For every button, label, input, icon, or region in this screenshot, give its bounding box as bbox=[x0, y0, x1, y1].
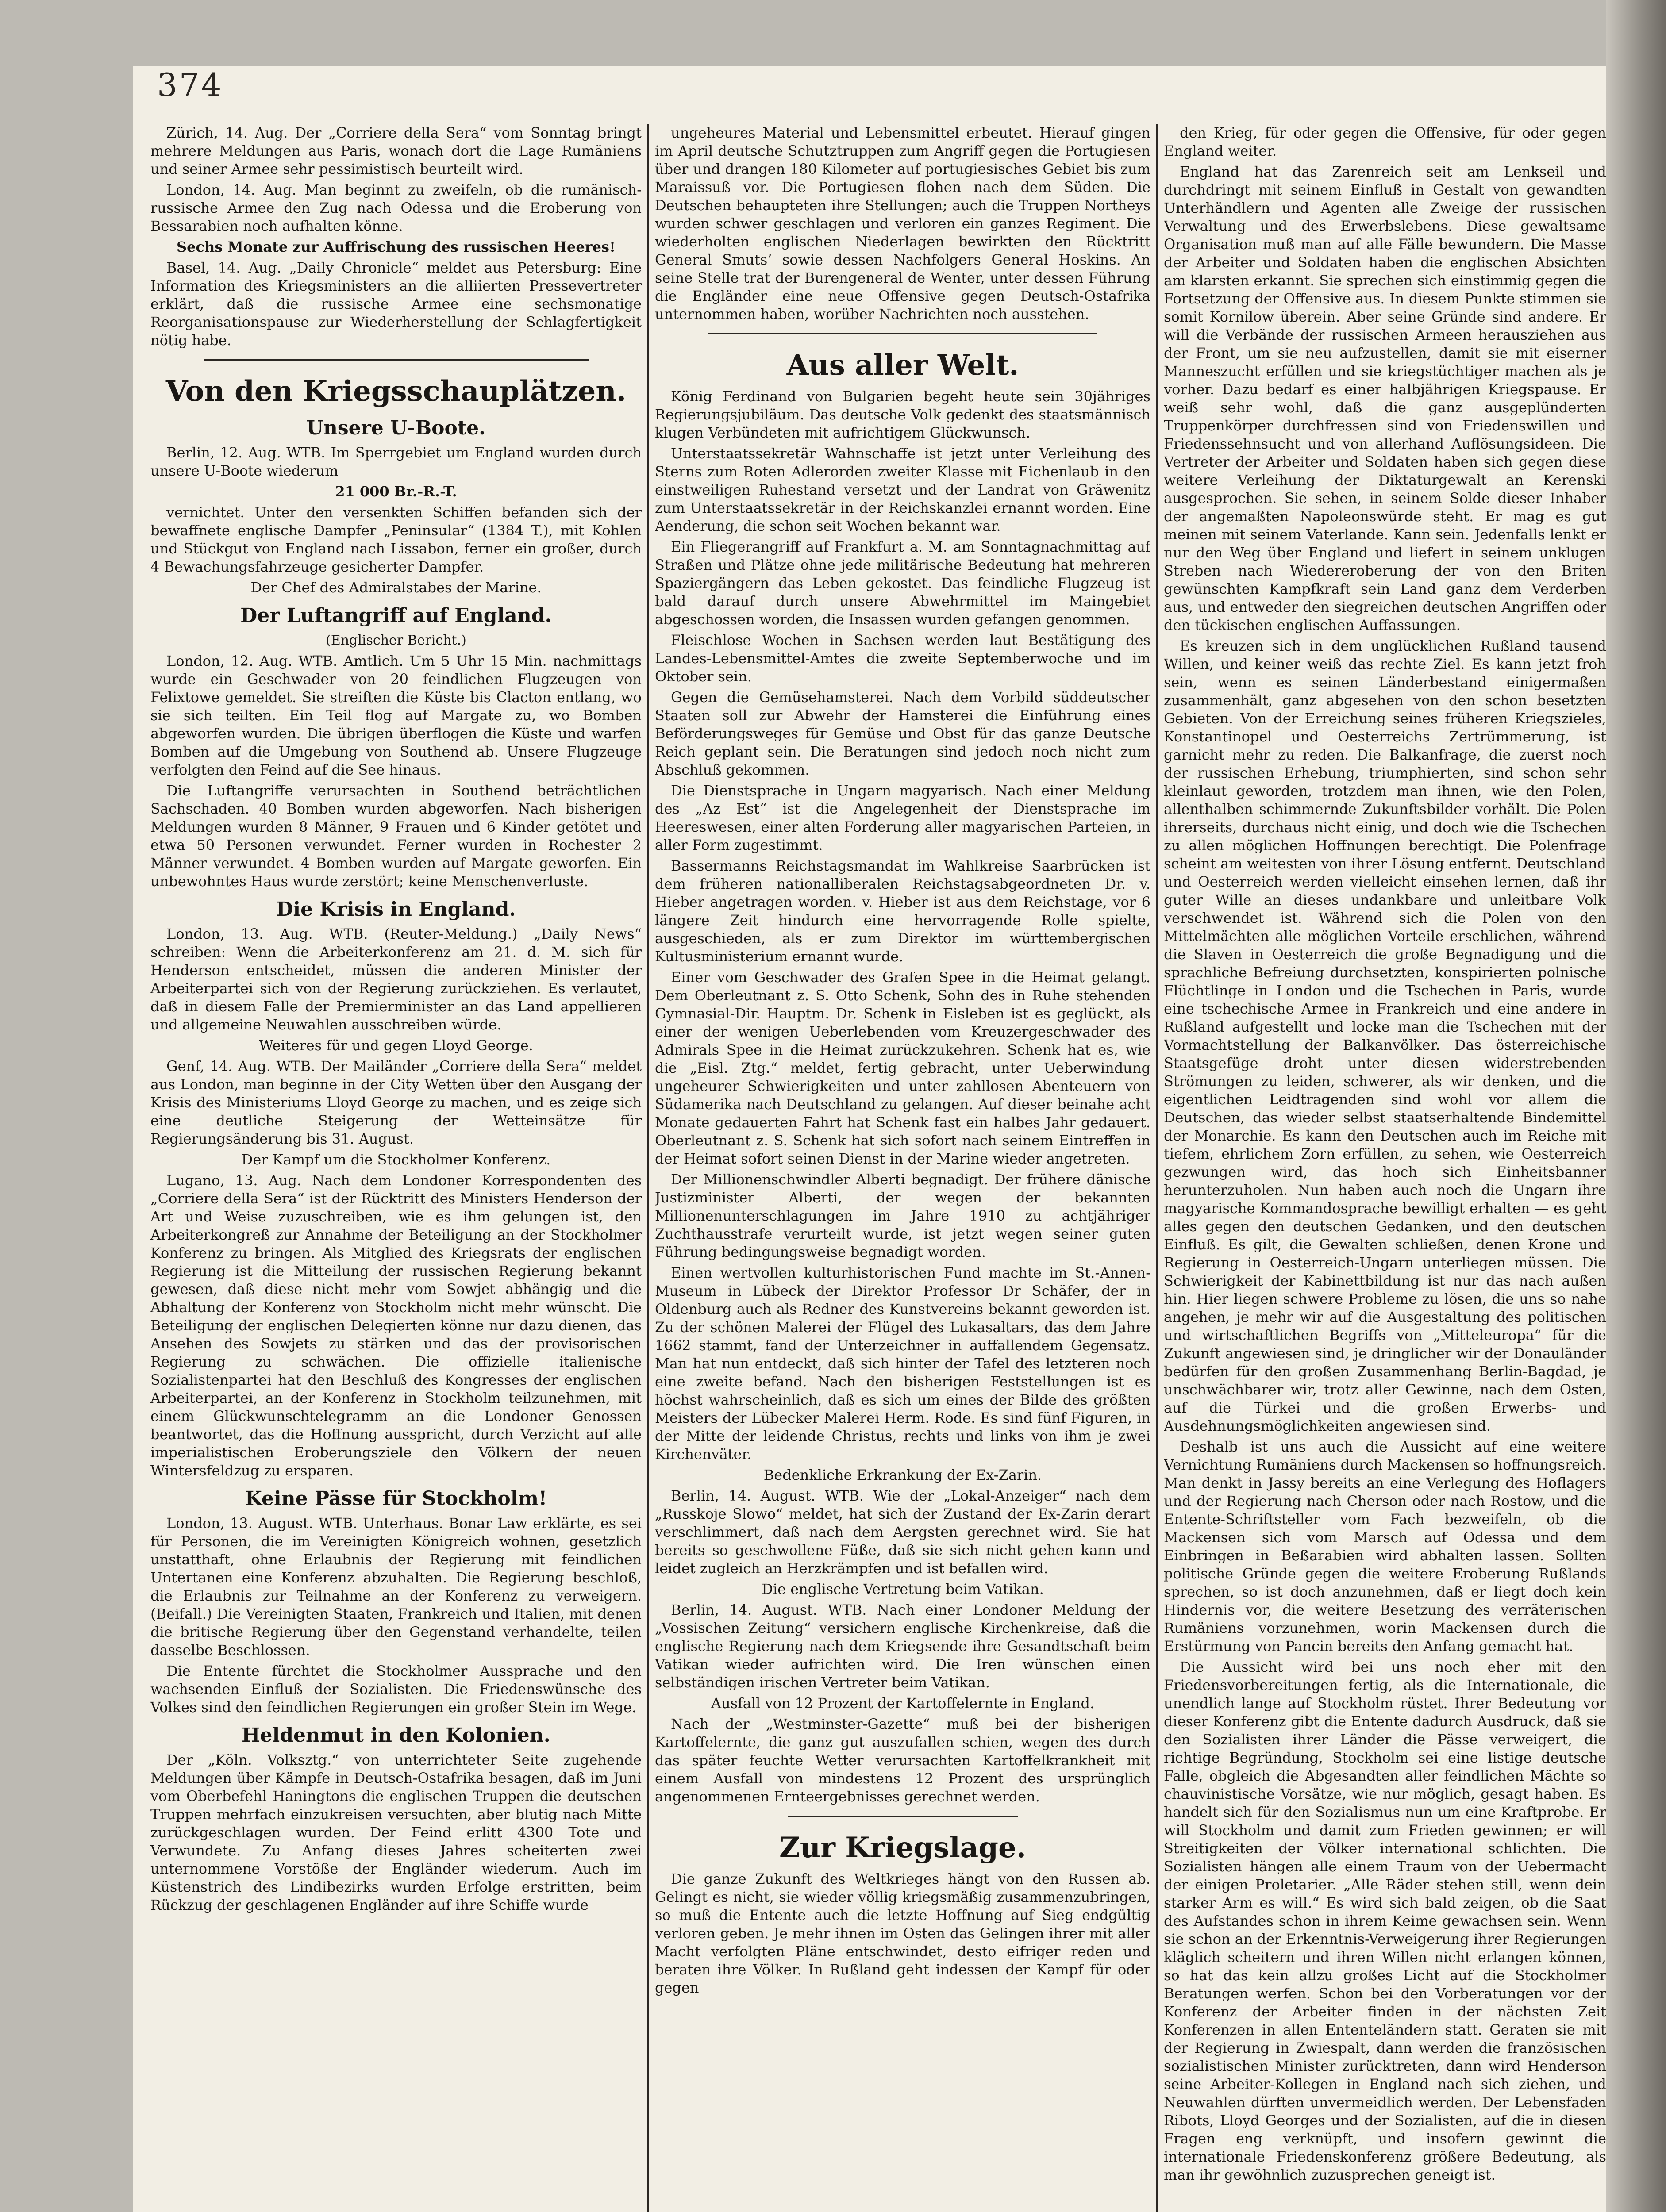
subheadline: Die englische Vertretung beim Vatikan. bbox=[762, 1581, 1044, 1598]
article-text: Fleischlose Wochen in Sachsen werden laut Bestätigung des Landes-Lebensmittel-Amtes die zweite Septemberwoche und im Oktober sein. bbox=[655, 632, 1150, 685]
article-text: England hat das Zarenreich seit am Lenkseil und durchdringt mit seinem Einfluß in Gestalt von gewandten Unterhändlern und Agenten alle Zweige der russischen Verwaltung und des Erwerbslebens. Diese gewaltsame Organisation muß man auf alle Fälle bewundern. Die Masse der Arbeiter und Soldaten haben die englischen Absichten am klarsten erkannt. Sie sprechen sich einstimmig gegen die Fortsetzung der Offensive aus. In diesem Punkte stimmen sie somit Kornilow überein. Aber seine Gründe sind andere. Er will die Verbände der russischen Armeen herausziehen aus der Front, um sie neu aufzustellen, damit sie mit eiserner Manneszucht erfüllen und sie kriegstüchtiger machen als je vorher. Dazu bedarf es einer halbjährigen Kriegspause. Er weiß sehr wohl, daß die ganz ausgeplünderten Truppenkörper durchfressen sind von Friedenswillen und Friedenssehnsucht und von allerhand Auflösungsideen. Die Vertreter der Arbeiter und Soldaten haben sich gegen diese weitere Verleihung der Diktaturgewalt an Kerenski ausgesprochen. Sie sehen, in seinem Solde dieser Inhaber der angemaßten Napoleonswürde steht. Er mag es gut meinen mit seinem Vaterlande. Kann sein. Jedenfalls lenkt er nur den Weg über England und liefert in seinem unklugen Streben nach Wiedereroberung der von den Briten gewünschten Kampfkraft sein Land ganz dem Verderben aus, und entweder den siegreichen deutschen Angriffen oder den tückischen englischen Auffassungen. bbox=[1164, 163, 1606, 634]
headline: Die Krisis in England. bbox=[276, 898, 516, 921]
article-text: Unterstaatssekretär Wahnschaffe ist jetzt unter Verleihung des Sterns zum Roten Adlerorden zweiter Klasse mit Eichenlaub in den einstweiligen Ruhestand versetzt und der Landrat von Gräwenitz zum Unterstaatssekretär in der Reichskanzlei ernannt worden. Eine Aenderung, die schon seit Wochen bekannt war. bbox=[655, 445, 1150, 534]
column-rule-right bbox=[1156, 124, 1158, 2212]
divider bbox=[708, 333, 1097, 334]
article-text: den Krieg, für oder gegen die Offensive, für oder gegen England weiter. bbox=[1164, 124, 1606, 159]
headline: Sechs Monate zur Auffrischung des russischen Heeres! bbox=[176, 238, 616, 255]
signature-line: Der Chef des Admiralstabes der Marine. bbox=[250, 579, 542, 596]
divider bbox=[788, 1816, 1018, 1817]
tonnage: 21 000 Br.-R.-T. bbox=[335, 483, 457, 500]
page-edge-shadow bbox=[1606, 0, 1666, 2212]
article-text: Deshalb ist uns auch die Aussicht auf eine weitere Vernichtung Rumäniens durch Mackensen so hoffnungsreich. Man denkt in Jassy bereits an eine Verlegung des Hoflagers und der Regierung nach Cherson oder nach Rostow, und die Entente-Schriftsteller vom Fach bezweifeln, ob die Mackensen sich vom Marsch auf Odessa und dem Einbringen in Beßarabien wird abhalten lassen. Sollten politische Gründe gegen die weitere Eroberung Rußlands sprechen, so ist doch anzunehmen, daß er liegt doch kein Hindernis vor, die weitere Besetzung des verräterischen Rumäniens vorzunehmen, worin Mackensen durch die Erstürmung von Pancin bereits den Anfang gemacht hat. bbox=[1164, 1438, 1606, 1655]
article-text: ungeheures Material und Lebensmittel erbeutet. Hierauf gingen im April deutsche Schutztruppen zum Angriff gegen die Portugiesen über und drangen 180 Kilometer auf portugiesisches Gebiet bis zum Maraissuß vor. Die Portugiesen flohen nach dem Süden. Die Deutschen behaupteten ihre Stellungen; auch die Truppen Northeys wurden schwer geschlagen und verloren ein ganzes Regiment. Die wiederholten englischen Niederlagen bewirkten den Rücktritt General Smuts’ sowie dessen Nachfolgers General Hoskins. An seine Stelle trat der Burengeneral de Wenter, unter dessen Führung die Engländer eine neue Offensive gegen Deutsch-Ostafrika unternommen haben, worüber Nachrichten noch ausstehen. bbox=[655, 124, 1150, 323]
article-text: Die Luftangriffe verursachten in Southend beträchtlichen Sachschaden. 40 Bomben wurden abgeworfen. Nach bisherigen Meldungen wurden 8 Männer, 9 Frauen und 6 Kinder getötet und etwa 50 Personen verwundet. Ferner wurden in Rochester 2 Männer verwundet. 4 Bomben wurden auf Margate geworfen. Ein unbewohntes Haus wurde zerstört; keine Menschenverluste. bbox=[150, 782, 642, 890]
headline: Unsere U-Boote. bbox=[306, 417, 486, 439]
section-title: Zur Kriegslage. bbox=[779, 1831, 1026, 1864]
article-text: Ein Fliegerangriff auf Frankfurt a. M. am Sonntagnachmittag auf Straßen und Plätze ohne jede militärische Bedeutung hat mehreren Spaziergängern das Leben gekostet. Das feindliche Flugzeug ist bald darauf durch unsere Abwehrmittel im Maingebiet abgeschossen worden, die Insassen wurden gefangen genommen. bbox=[655, 538, 1150, 628]
subheadline: Ausfall von 12 Prozent der Kartoffelernte in England. bbox=[711, 1695, 1095, 1712]
article-text: König Ferdinand von Bulgarien begeht heute sein 30jähriges Regierungsjubiläum. Das deutsche Volk gedenkt des staatsmännisch klugen Verbündeten mit aufrichtigem Glückwunsch. bbox=[655, 388, 1150, 441]
article-text: Es kreuzen sich in dem unglücklichen Rußland tausend Willen, und keiner weiß das rechte Ziel. Es kann jetzt froh sein, wenn es seinen Länderbestand einigermaßen zusammenhält, ganz abgesehen von den schon besetzten Gebieten. Von der Erreichung seines früheren Kriegszieles, Konstantinopel und Oesterreichs Zertrümmerung, ist garnicht mehr zu reden. Die Balkanfrage, die zuerst noch der russischen Erhebung, triumphierten, sind schon sehr kleinlaut geworden, trotzdem man ihnen, wie den Polen, allenthalben schimmernde Zukunftsbilder vorhält. Die Polen ihrerseits, durchaus nicht einig, und doch wie die Tschechen zu allen möglichen Hoffnungen berechtigt. Die Polenfrage scheint am weitesten von ihrer Lösung entfernt. Deutschland und Oesterreich werden vielleicht einsehen lernen, daß ihr guter Wille an dieses undankbare und unleitbare Volk verschwendet ist. Während sich die Polen von den Mittelmächten alle möglichen Vorteile erschlichen, während die Slaven in Oesterreich die große Begnadigung und die sprachliche Befreiung durchsetzten, konspirierten polnische Flüchtlinge in London und die Tschechen in Paris, wurde eine tschechische Armee in Frankreich und eine andere in Rußland aufgestellt und locke man die Tschechen mit der Vormachtstellung der Balkanvölker. Das österreichische Staatsgefüge droht unter diesen widerstrebenden Strömungen zu leiden, schwerer, als wir denken, und die eigentlichen Leidtragenden sind wohl vor allem die Deutschen, das wieder selbst staatserhaltende Bindemittel der Monarchie. Es kann den Deutschen auch im Reiche mit tiefem, ehrlichem Zorn erfüllen, zu sehen, wie Oesterreich gezwungen wird, das hoch sich Einheitsbanner herunterzuholen. Nun haben auch noch die Ungarn ihre magyarische Kommandosprache bewilligt erhalten — es geht alles gegen den deutschen Gedanken, und den deutschen Einfluß. Es gilt, die Gewalten schließen, denen Krone und Regierung in Oesterreich-Ungarn unterliegen müssen. Die Schwierigkeit der Kabinettbildung ist nur das nach außen hin. Hier liegen schwere Probleme zu lösen, die uns so nahe angehen, je mehr wir auf die Ausgestaltung des politischen und wirtschaftlichen Begriffs von „Mitteleuropa“ für die Zukunft angewiesen sind, je dringlicher wir der Donauländer bedürfen für den großen Zusammenhang Berlin-Bagdad, je unschwächbarer wir, trotz aller Gewinne, nach dem Osten, auf die Türkei und die großen Erwerbs- und Ausdehnungsmöglichkeiten angewiesen sind. bbox=[1164, 637, 1606, 1434]
article-text: Nach der „Westminster-Gazette“ muß bei der bisherigen Kartoffelernte, die ganz gut auszufallen schien, wegen des durch das später feuchte Wetter verursachten Kartoffelkrankheit mit einem Ausfall von mindestens 12 Prozent des ursprünglich angenommenen Ernteergebnisses gerechnet werden. bbox=[655, 1716, 1150, 1805]
column-rule-left bbox=[647, 124, 649, 2212]
article-text: Lugano, 13. Aug. Nach dem Londoner Korrespondenten des „Corriere della Sera“ ist der Rücktritt des Ministers Henderson der Art und Weise zuzuschreiben, wie es ihm gelungen ist, den Arbeiterkongreß zur Annahme der Beteiligung an der Stockholmer Konferenz zu bringen. Als Mitglied des Kriegsrats der englischen Regierung ist die Mitteilung der russischen Regierung bekannt gewesen, daß diese nicht mehr vom Sowjet abhängig und die Abhaltung der Konferenz von Stockholm nicht mehr wünscht. Die Beteiligung der englischen Delegierten könne nur dazu dienen, das Ansehen des Sowjets zu stärken und das der provisorischen Regierung zu schwächen. Die offizielle italienische Sozialistenpartei hat den Beschluß des Kongresses der englischen Arbeiterpartei, an der Konferenz in Stockholm teilzunehmen, mit einem Glückwunschtelegramm an die Londoner Genossen beantwortet, das die Hoffnung ausspricht, durch Verzicht auf alle imperialistischen Eroberungsziele den Völkern der neuen Wintersfeldzug zu ersparen. bbox=[150, 1172, 642, 1479]
subheadline: Der Kampf um die Stockholmer Konferenz. bbox=[241, 1151, 551, 1168]
article-text: London, 12. Aug. WTB. Amtlich. Um 5 Uhr 15 Min. nachmittags wurde ein Geschwader von 20 feindlichen Flugzeugen von Felixtowe gemeldet. Sie streiften die Küste bis Clacton entlang, wo sie sich teilten. Ein Teil flog auf Margate zu, wo Bomben abgeworfen wurden. Die übrigen überflogen die Küste und warfen Bomben auf die Umgebung von Southend ab. Unsere Flugzeuge verfolgten den Feind auf die See hinaus. bbox=[150, 653, 642, 778]
page-number: 374 bbox=[157, 66, 223, 104]
article-text: London, 13. Aug. WTB. (Reuter-Meldung.) „Daily News“ schreiben: Wenn die Arbeiterkonferenz am 21. d. M. sich für Henderson entscheidet, müssen die anderen Minister der Arbeiterpartei sich von der Regierung zurückziehen. Es verlautet, daß in diesem Falle der Premierminister an das Land appellieren und allgemeine Neuwahlen ausschreiben würde. bbox=[150, 926, 642, 1033]
article-text: vernichtet. Unter den versenkten Schiffen befanden sich der bewaffnete englische Dampfer „Peninsular“ (1384 T.), mit Kohlen und Stückgut von England nach Lissabon, ferner ein großer, durch 4 Bewachungsfahrzeuge gesicherter Dampfer. bbox=[150, 504, 642, 575]
article-text: London, 13. August. WTB. Unterhaus. Bonar Law erklärte, es sei für Personen, die im Vereinigten Königreich wohnen, gesetzlich unstatthaft, ohne Erlaubnis der Regierung mit feindlichen Untertanen eine Konferenz abzuhalten. Die Regierung beschloß, die Erlaubnis zur Teilnahme an der Konferenz zu verweigern. (Beifall.) Die Vereinigten Staaten, Frankreich und Italien, mit denen die britische Regierung über den Gegenstand verhandelte, teilen dasselbe Beschlossen. bbox=[150, 1515, 642, 1659]
section-title: Aus aller Welt. bbox=[786, 349, 1019, 382]
section-title: Von den Kriegsschauplätzen. bbox=[165, 375, 627, 408]
article-text: Die Entente fürchtet die Stockholmer Aussprache und den wachsenden Einfluß der Sozialisten. Die Friedenswünsche des Volkes sind den feindlichen Regierungen ein großer Stein im Wege. bbox=[150, 1663, 642, 1716]
column-middle bbox=[655, 124, 1150, 2212]
article-text: Einer vom Geschwader des Grafen Spee in die Heimat gelangt. Dem Oberleutnant z. S. Otto Schenk, Sohn des in Ruhe stehenden Gymnasial-Dir. Hauptm. Dr. Schenk in Eisleben ist es geglückt, als einer der wenigen Ueberlebenden vom Kreuzergeschwader des Admirals Spee in die Heimat zurückzukehren. Schenk hat es, wie die „Eisl. Ztg.“ meldet, fertig gebracht, unter Ueberwindung ungeheurer Schwierigkeiten und unter zahllosen Abenteuern von Südamerika nach Deutschland zu gelangen. Auf dieser beinahe acht Monate gedauerten Fahrt hat Schenk fast ein halbes Jahr gedauert. Oberleutnant z. S. Schenk hat sich sofort nach seinem Eintreffen in der Heimat sofort seinen Dienst in der Marine wieder angetreten. bbox=[655, 969, 1150, 1167]
column-left bbox=[150, 124, 642, 2212]
article-text: Berlin, 12. Aug. WTB. Im Sperrgebiet um England wurden durch unsere U-Boote wiederum bbox=[150, 444, 642, 479]
column-right bbox=[1164, 124, 1606, 2212]
article-text: Genf, 14. Aug. WTB. Der Mailänder „Corriere della Sera“ meldet aus London, man beginne in der City Wetten über den Ausgang der Krisis des Ministeriums Lloyd George zu machen, und es zeige sich eine deutliche Steigerung der Wetteinsätze für Regierungsänderung bis 31. August. bbox=[150, 1058, 642, 1147]
headline: Heldenmut in den Kolonien. bbox=[241, 1724, 550, 1747]
article-text: Die Dienstsprache in Ungarn magyarisch. Nach einer Meldung des „Az Est“ ist die Angelegenheit der Dienstsprache im Heereswesen, einer alten Forderung aller magyarischen Parteien, in aller Form zugestimmt. bbox=[655, 782, 1150, 853]
divider bbox=[204, 359, 589, 361]
subheadline: (Englischer Bericht.) bbox=[326, 633, 466, 648]
article-text: Einen wertvollen kulturhistorischen Fund machte im St.-Annen-Museum in Lübeck der Direktor Professor Dr Schäfer, der in Oldenburg auch als Redner des Kunstvereins bekannt geworden ist. Zu der schönen Malerei der Flügel des Lukasaltars, das dem Jahre 1662 stammt, fand der Unterzeichner in auffallendem Gegensatz. Man hat nun entdeckt, daß sich hinter der Tafel des letzteren noch eine zweite befand. Nach den bisherigen Feststellungen ist es höchst wahrscheinlich, daß es sich um eines der Bilde des größten Meisters der Lübecker Malerei Herm. Rode. Es sind fünf Figuren, in der Mitte der leidende Christus, rechts und links von ihm je zwei Kirchenväter. bbox=[655, 1264, 1150, 1463]
headline: Keine Pässe für Stockholm! bbox=[245, 1487, 547, 1510]
article-text: Basel, 14. Aug. „Daily Chronicle“ meldet aus Petersburg: Eine Information des Kriegsministers an die alliierten Pressevertreter erklärt, daß die russische Armee eine sechsmonatige Reorganisationspause zur Wiederherstellung der Schlagfertigkeit nötig habe. bbox=[150, 259, 642, 349]
article-text: Bassermanns Reichstagsmandat im Wahlkreise Saarbrücken ist dem früheren nationalliberalen Reichstagsabgeordneten Dr. v. Hieber angetragen worden. v. Hieber ist aus dem Reichstage, vor 6 längere Zeit hindurch eine hervorragende Rolle spielte, ausgeschieden, als er zum Direktor im württembergischen Kultusministerium ernannt wurde. bbox=[655, 857, 1150, 965]
article-text: London, 14. Aug. Man beginnt zu zweifeln, ob die rumänisch-russische Armee den Zug nach Odessa und die Eroberung von Bessarabien noch aufhalten könne. bbox=[150, 181, 642, 234]
article-text: Berlin, 14. August. WTB. Wie der „Lokal-Anzeiger“ nach dem „Russkoje Slowo“ meldet, hat sich der Zustand der Ex-Zarin derart verschlimmert, daß nach dem Aergsten gerechnet wird. Sie hat bereits so geschwollene Füße, daß sie sich nicht gehen kann und leidet zugleich an Herzkrämpfen und ist befallen wird. bbox=[655, 1487, 1150, 1577]
subheadline: Bedenkliche Erkrankung der Ex-Zarin. bbox=[763, 1467, 1042, 1483]
article-text: Die Aussicht wird bei uns noch eher mit den Friedensvorbereitungen fertig, als die Internationale, die unendlich lange auf Stockholm rüstet. Ihrer Bedeutung vor dieser Konferenz gibt die Entente dadurch Ausdruck, daß sie den Sozialisten ihrer Länder die Pässe verweigert, die richtige Begründung, Stockholm sei eine listige deutsche Falle, obgleich die Abgesandten aller feindlichen Mächte so chauvinistische Vorsätze, wie nur möglich, gesagt haben. Es handelt sich für den Sozialismus nun um eine Kraftprobe. Er will Stockholm und damit zum Frieden gewinnen; er will Streitigkeiten der Völker international schlichten. Die Sozialisten hängen alle einem Traum von der Uebermacht der einigen Proletarier. „Alle Räder stehen still, wenn dein starker Arm es will.“ Es wird sich bald zeigen, ob die Saat des Aufstandes schon in ihrem Keime gewachsen sein. Wenn sie schon an der Erkenntnis-Verweigerung ihrer Regierungen kläglich scheitern und ihren Willen nicht erlangen können, so hat das kein allzu großes Licht auf die Stockholmer Beratungen werfen. Schon bei den Vorberatungen vor der Konferenz der Arbeiter finden in der nächsten Zeit Konferenzen in allen Ententeländern statt. Geraten sie mit der Regierung in Zwiespalt, dann werden die französischen sozialistischen Minister zurücktreten, dann wird Henderson seine Arbeiter-Kollegen in England nach sich ziehen, und Neuwahlen dürften unvermeidlich werden. Der Lebensfaden Ribots, Lloyd Georges und der Sozialisten, auf die in diesen Fragen eng verknüpft, und insofern gewinnt die internationale Friedenskonferenz größere Bedeutung, als man ihr gewöhnlich zuzusprechen geneigt ist. bbox=[1164, 1659, 1606, 2183]
headline: Der Luftangriff auf England. bbox=[240, 604, 552, 627]
article-text: Zürich, 14. Aug. Der „Corriere della Sera“ vom Sonntag bringt mehrere Meldungen aus Paris, wonach dort die Lage Rumäniens und seiner Armee sehr pessimistisch beurteilt wird. bbox=[150, 124, 642, 177]
article-text: Berlin, 14. August. WTB. Nach einer Londoner Meldung der „Vossischen Zeitung“ versichern englische Kirchenkreise, daß die englische Regierung nach dem Kriegsende ihre Gesandtschaft beim Vatikan wieder aufrichten wird. Die Iren wünschen einen selbständigen irischen Vertreter beim Vatikan. bbox=[655, 1601, 1150, 1691]
article-text: Die ganze Zukunft des Weltkrieges hängt von den Russen ab. Gelingt es nicht, sie wieder völlig kriegsmäßig zusammenzubringen, so muß die Entente auch die letzte Hoffnung auf Sieg endgültig verloren geben. Je mehr ihnen im Osten das Gelingen ihrer mit aller Macht verfolgten Pläne entschwindet, desto eifriger reden und beraten ihre Völker. In Rußland geht indessen der Kampf für oder gegen bbox=[655, 1870, 1150, 1996]
subheadline: Weiteres für und gegen Lloyd George. bbox=[259, 1037, 533, 1054]
article-text: Der „Köln. Volksztg.“ von unterrichteter Seite zugehende Meldungen über Kämpfe in Deutsch-Ostafrika besagen, daß im Juni vom Oberbefehl Haningtons die englischen Truppen die deutschen Truppen mehrfach einzukreisen versuchten, aber blutig nach Mitte zurückgeschlagen wurden. Der Feind erlitt 4300 Tote und Verwundete. Zu Anfang dieses Jahres scheiterten zwei unternommene Vorstöße der Engländer wiederum. Auch im Küstenstrich des Lindibezirks wurden Erfolge erstritten, beim Rückzug der geschlagenen Engländer auf ihre Schiffe wurde bbox=[150, 1751, 642, 1913]
article-text: Der Millionenschwindler Alberti begnadigt. Der frühere dänische Justizminister Alberti, der wegen der bekannten Millionenunterschlagungen im Jahre 1910 zu achtjähriger Zuchthausstrafe verurteilt wurde, ist jetzt wegen seiner guten Führung bedingungsweise begnadigt worden. bbox=[655, 1171, 1150, 1260]
article-text: Gegen die Gemüsehamsterei. Nach dem Vorbild süddeutscher Staaten soll zur Abwehr der Hamsterei die Einführung eines Beförderungsweges für Gemüse und Obst für das ganze Deutsche Reich geplant sein. Die Beratungen sind jedoch noch nicht zum Abschluß gekommen. bbox=[655, 689, 1150, 778]
